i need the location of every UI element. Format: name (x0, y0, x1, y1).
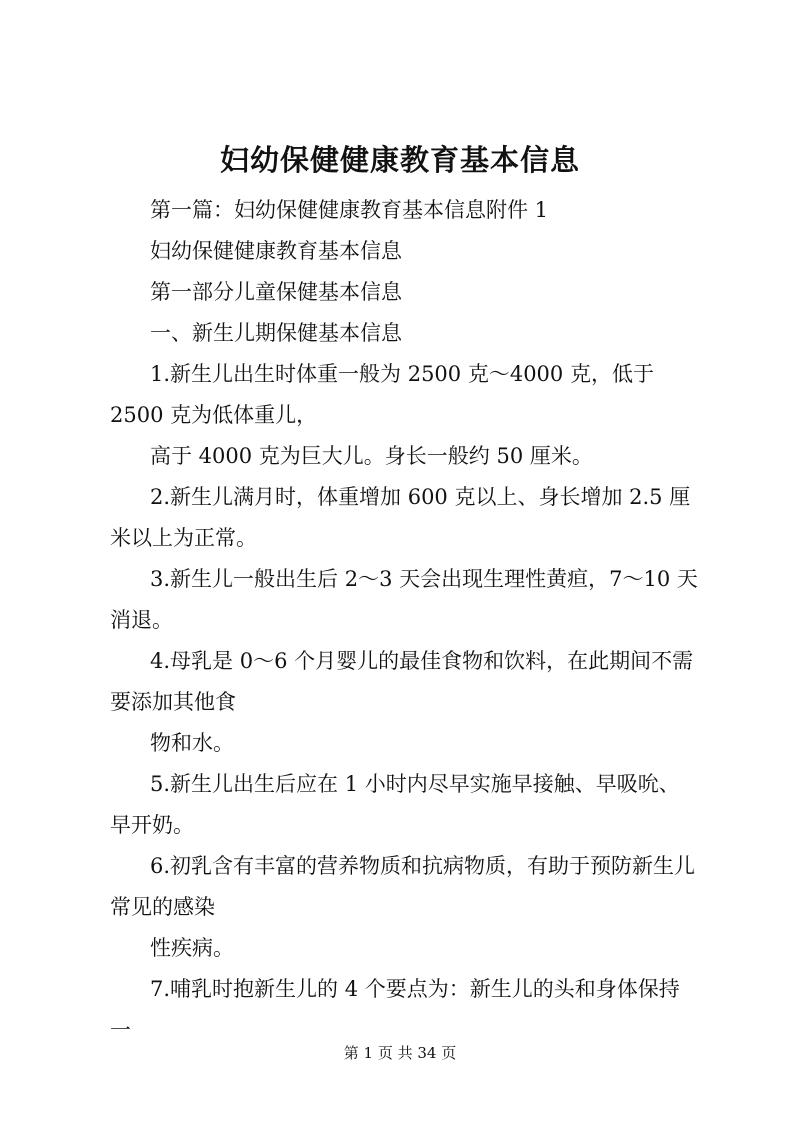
paragraph: 1.新生儿出生时体重一般为 2500 克～4000 克，低于 2500 克为低体重儿， (110, 362, 654, 427)
paragraph: 5.新生儿出生后应在 1 小时内尽早实施早接触、早吸吮、早开奶。 (110, 772, 680, 837)
paragraph: 妇幼保健健康教育基本信息 (150, 239, 402, 263)
paragraph: 7.哺乳时抱新生儿的 4 个要点为：新生儿的头和身体保持一 (110, 977, 680, 1042)
paragraph: 6.初乳含有丰富的营养物质和抗病物质，有助于预防新生儿常见的感染 (110, 854, 696, 919)
page-footer: 第 1 页 共 34 页 (343, 1044, 457, 1062)
paragraph: 3.新生儿一般出生后 2～3 天会出现生理性黄疸，7～10 天消退。 (110, 567, 698, 632)
paragraph: 4.母乳是 0～6 个月婴儿的最佳食物和饮料，在此期间不需要添加其他食 (110, 649, 694, 714)
paragraph: 2.新生儿满月时，体重增加 600 克以上、身长增加 2.5 厘米以上为正常。 (110, 485, 691, 550)
paragraph: 性疾病。 (150, 936, 234, 960)
document-body (110, 190, 700, 1051)
document-title: 妇幼保健健康教育基本信息 (219, 143, 580, 177)
paragraph: 第一部分儿童保健基本信息 (150, 280, 402, 304)
paragraph: 高于 4000 克为巨大儿。身长一般约 50 厘米。 (150, 444, 593, 468)
paragraph: 物和水。 (150, 731, 234, 755)
paragraph: 第一篇：妇幼保健健康教育基本信息附件 1 (150, 198, 549, 222)
paragraph: 一、新生儿期保健基本信息 (150, 321, 402, 345)
